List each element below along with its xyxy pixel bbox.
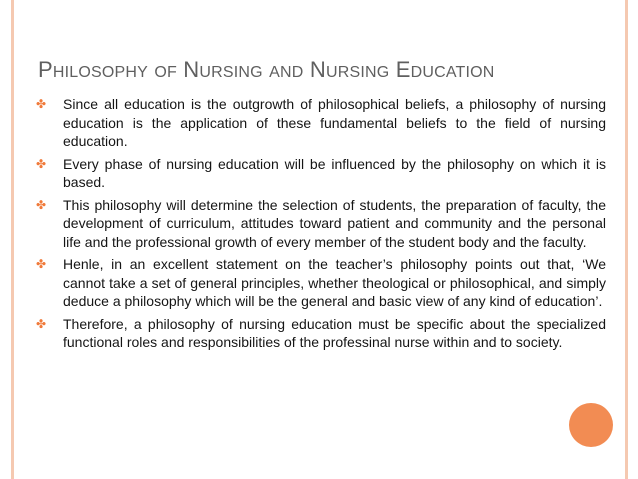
bullet-text: Henle, in an excellent statement on the teacher’s philosophy points out that, ‘We cannot take a set of general principles, whether theological or philosophical, and simply deduce a philosophy which will be the general and basic view of any kind of education’. <box>63 256 606 309</box>
bullet-text: Every phase of nursing education will be influenced by the philosophy on which it is based. <box>63 155 606 190</box>
bullet-item <box>36 196 606 252</box>
bullet-list <box>36 95 606 356</box>
title-initial: N <box>309 57 326 82</box>
bullet-item <box>36 255 606 311</box>
bullet-icon: ✤ <box>36 156 47 171</box>
bullet-item <box>36 155 606 192</box>
title-word: URSING <box>199 64 263 81</box>
right-border-bar <box>625 0 628 479</box>
bullet-text: Since all education is the outgrowth of philosophical beliefs, a philosophy of nursing education is the application of these fundamental beliefs to the field of nursing education. <box>63 96 606 149</box>
slide-title <box>38 57 495 86</box>
title-word: URSING <box>325 64 390 81</box>
title-word: HILOSOPHY <box>52 64 149 81</box>
title-word: OF <box>154 64 177 81</box>
title-word: DUCATION <box>410 64 495 81</box>
title-initial: N <box>183 57 200 82</box>
slide-number-circle <box>569 403 613 447</box>
bullet-item <box>36 95 606 151</box>
bullet-item <box>36 315 606 352</box>
title-word: AND <box>269 64 304 81</box>
title-initial: P <box>38 57 53 82</box>
left-border-bar <box>11 0 14 479</box>
bullet-icon: ✤ <box>36 197 47 212</box>
bullet-icon: ✤ <box>36 257 47 271</box>
bullet-icon: ✤ <box>36 97 47 111</box>
bullet-text: This philosophy will determine the selection of students, the preparation of faculty, the development of curriculum, attitudes toward patient and community and the personal life and the professional growth of every member of the student body and the faculty. <box>63 196 606 250</box>
title-initial: E <box>395 57 411 82</box>
bullet-text: Therefore, a philosophy of nursing education must be specific about the specialized functional roles and responsibilities of the professinal nurse within and to society. <box>63 315 606 350</box>
bullet-icon: ✤ <box>36 316 47 331</box>
